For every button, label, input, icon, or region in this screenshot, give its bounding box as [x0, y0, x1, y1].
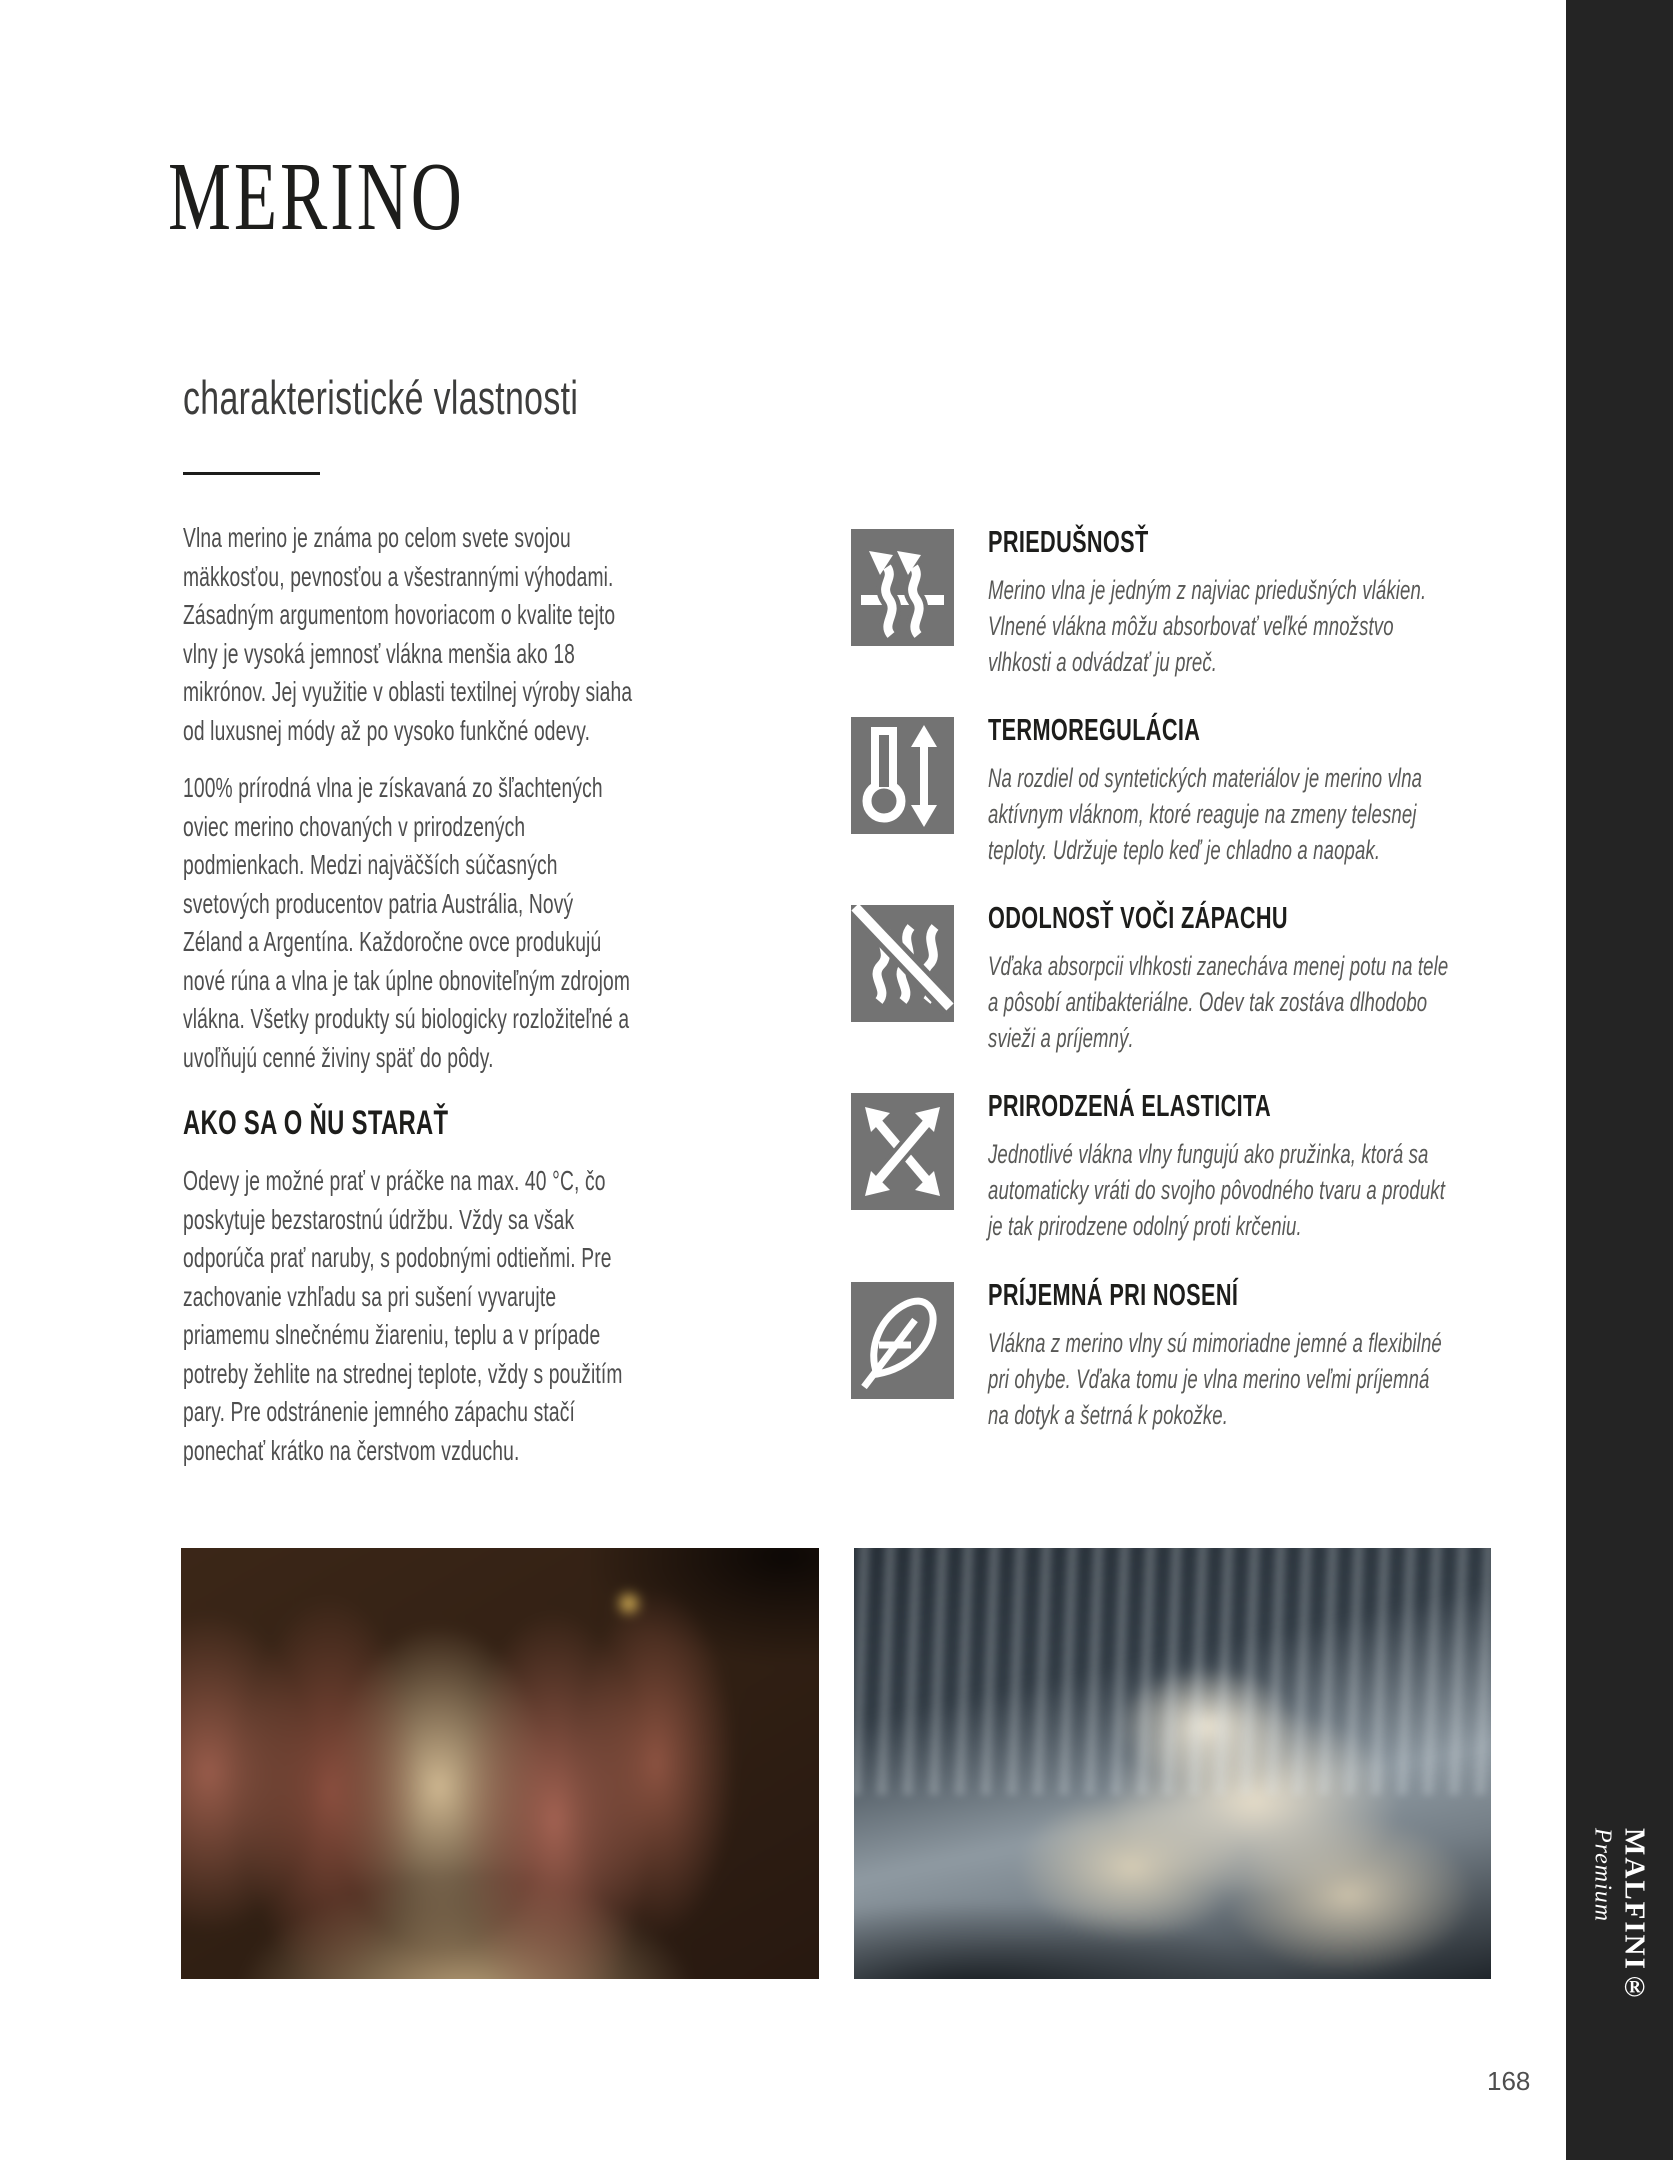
- feature-text-block: [988, 1276, 1450, 1433]
- feather-icon: [851, 1282, 954, 1399]
- feature-title: TERMOREGULÁCIA: [988, 712, 1201, 747]
- intro-text-column: [183, 519, 635, 1489]
- thermoregulation-icon: [851, 717, 954, 834]
- page-title: MERINO: [168, 143, 465, 250]
- feature-description: Vďaka absorpcii vlhkosti zanecháva menej potu na tele a pôsobí antibakteriálne. Odev tak zostáva dlhodobo svieži a príjemný.: [988, 951, 1449, 1054]
- intro-paragraph-1: Vlna merino je známa po celom svete svojou mäkkosťou, pevnosťou a všestrannými výhodami. Zásadným argumentom hovoriacom o kvalite tejto vlny je vysoká jemnosť vlákna menšia ako 18 mikrónov. Jej využitie v oblasti textilnej výroby siaha od luxusnej módy až po vysoko funkčné odevy.: [183, 522, 633, 746]
- photo-hands-in-fleece: [181, 1548, 819, 1979]
- care-heading: AKO SA O ŇU STARAŤ: [183, 1104, 449, 1142]
- breathability-icon: [851, 529, 954, 646]
- feature-title: PRIRODZENÁ ELASTICITA: [988, 1088, 1272, 1123]
- feature-text-block: [988, 899, 1450, 1056]
- care-paragraph: Odevy je možné prať v práčke na max. 40 °C, čo poskytuje bezstarostnú údržbu. Vždy sa však odporúča prať naruby, s podobnými odtieňmi. Pre zachovanie vzhľadu sa pri sušení vyvarujte priamemu slnečnému žiareniu, teplu a v prípade potreby žehlite na strednej teplote, vždy s použitím pary. Pre odstránenie jemného zápachu stačí ponechať krátko na čerstvom vzduchu.: [183, 1165, 623, 1466]
- machine-needles-texture: [854, 1548, 1491, 1795]
- photo-wool-yarn-machine: [854, 1548, 1491, 1979]
- title-divider: [183, 472, 320, 475]
- brand-block: [1566, 1828, 1673, 2005]
- feature-text-block: [988, 523, 1450, 680]
- feature-text-block: [988, 711, 1450, 868]
- brand-name: MALFINI®: [1618, 1828, 1651, 2005]
- page-subtitle: charakteristické vlastnosti: [183, 371, 579, 424]
- brand-vertical-text: [1589, 1828, 1651, 2005]
- feature-title: PRIEDUŠNOSŤ: [988, 524, 1149, 559]
- page-number: 168: [1487, 2066, 1531, 2096]
- feature-title: PRÍJEMNÁ PRI NOSENÍ: [988, 1277, 1239, 1312]
- feature-description: Na rozdiel od syntetických materiálov je merino vlna aktívnym vláknom, ktoré reaguje na zmeny telesnej teploty. Udržuje teplo keď je chladno a naopak.: [988, 763, 1423, 866]
- feature-description: Vlákna z merino vlny sú mimoriadne jemné a flexibilné pri ohybe. Vďaka tomu je vlna merino veľmi príjemná na dotyk a šetrná k pokožke.: [988, 1328, 1442, 1431]
- feature-description: Jednotlivé vlákna vlny fungujú ako pružinka, ktorá sa automaticky vráti do svojho pôvodného tvaru a produkt je tak prirodzene odolný proti krčeniu.: [988, 1139, 1446, 1242]
- feature-description: Merino vlna je jedným z najviac priedušných vlákien. Vlnené vlákna môžu absorbovať veľké množstvo vlhkosti a odvádzať ju preč.: [988, 575, 1427, 678]
- sidebar-band: [1566, 0, 1673, 2160]
- photo-hands-in-fleece-image: [181, 1548, 819, 1979]
- odor-resistance-icon: [851, 905, 954, 1022]
- feature-text-block: [988, 1087, 1450, 1244]
- elasticity-icon: [851, 1093, 954, 1210]
- feature-title: ODOLNOSŤ VOČI ZÁPACHU: [988, 900, 1288, 935]
- intro-paragraph-2: 100% prírodná vlna je získavaná zo šľachtených oviec merino chovaných v prirodzených podmienkach. Medzi najväčších súčasných svetových producentov patria Austrália, Nový Zéland a Argentína. Každoročne ovce produkujú nové rúna a vlna je tak úplne obnoviteľným zdrojom vlákna. Všetky produkty sú biologicky rozložiteľné a uvoľňujú cenné živiny späť do pôdy.: [183, 772, 631, 1073]
- brand-edition: Premium: [1589, 1828, 1616, 1923]
